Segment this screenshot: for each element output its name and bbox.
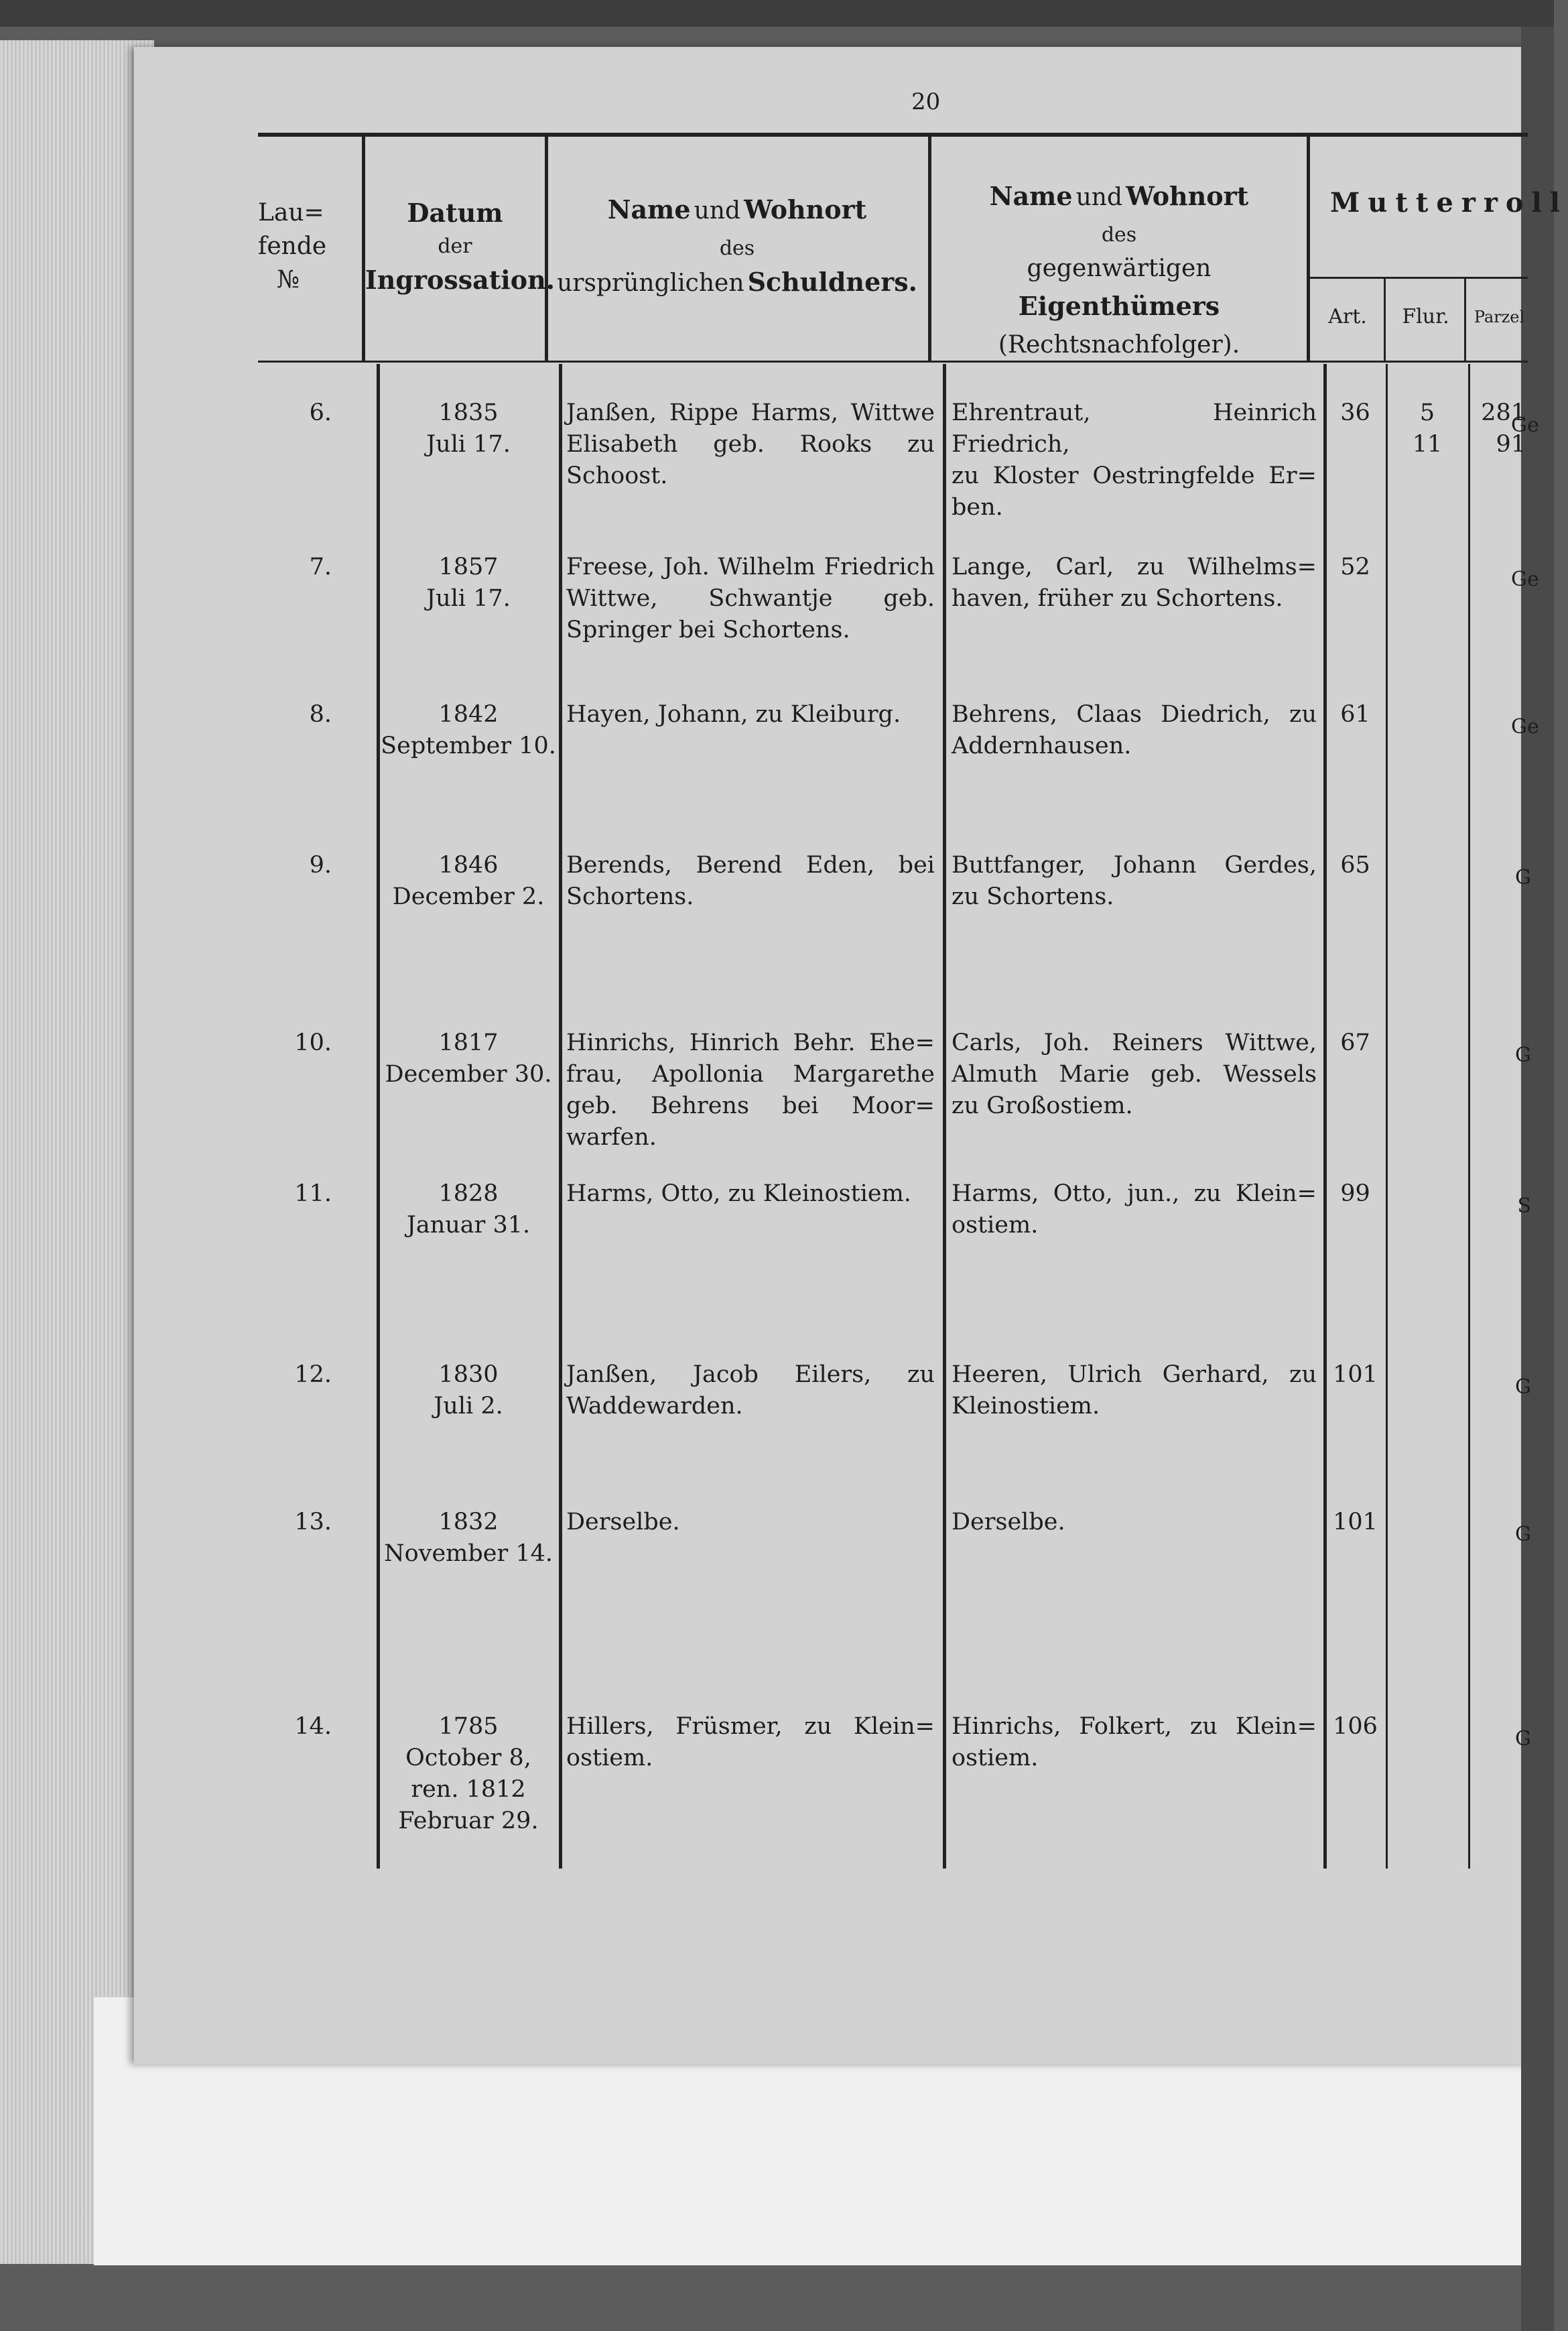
text-line: Addernhausen. [952, 733, 1132, 759]
entry-original-debtor [566, 850, 935, 913]
header-art [1311, 300, 1384, 336]
entry-date [379, 1359, 558, 1422]
text-line: Carls, Joh. Reiners Wittwe, [952, 1029, 1317, 1056]
entry-date [379, 850, 558, 913]
text-line: Januar 31. [406, 1212, 531, 1239]
entry-article: 101 [1333, 1361, 1378, 1388]
page-number: 20 [911, 88, 941, 115]
entry-number: 10. [294, 1029, 332, 1056]
entry-cutoff-text: G [1515, 1523, 1531, 1546]
entry-cutoff-text: Ge [1511, 568, 1539, 591]
text-line: ren. 1812 [411, 1776, 526, 1803]
text-line: Waddewarden. [566, 1393, 743, 1420]
entry-date [379, 1711, 558, 1837]
header-lfd-line2: fende [258, 233, 327, 260]
divider-art [1384, 277, 1386, 361]
entry-date [379, 397, 558, 460]
header-flur [1387, 300, 1464, 336]
entry-cutoff-text: G [1515, 1044, 1531, 1067]
entry-flur [1390, 397, 1464, 460]
divider-datum-body [559, 364, 562, 1869]
header-mutterrolle-title: Mutterroll [1330, 187, 1568, 218]
text-line: 1830 [438, 1361, 499, 1388]
entry-article: 101 [1333, 1509, 1378, 1535]
header-schuldner-title-b: Wohnort [744, 194, 867, 225]
entry-number: 14. [294, 1713, 332, 1740]
header-schuldner [546, 193, 928, 304]
entry-number: 8. [309, 701, 332, 728]
entry-number: 6. [309, 399, 332, 426]
text-line: 5 [1419, 399, 1435, 426]
entry-cutoff-text: G [1515, 1375, 1531, 1399]
entry-date [379, 699, 558, 762]
entry-date [379, 1507, 558, 1570]
entry-cutoff-text: G [1515, 1727, 1531, 1751]
text-line: Heeren, Ulrich Gerhard, zu [952, 1361, 1317, 1388]
text-line: Hayen, Johann, zu Kleiburg. [566, 701, 901, 728]
text-line: Elisabeth geb. Rooks zu [566, 431, 935, 458]
divider-art-body [1386, 364, 1388, 1869]
text-line: Hillers, Früsmer, zu Klein= [566, 1713, 935, 1740]
header-eigen-title-und: und [1075, 184, 1123, 211]
text-line: zu Kloster Oestringfelde Er= [952, 462, 1317, 489]
text-line: Derselbe. [566, 1509, 680, 1535]
entry-original-debtor [566, 397, 935, 492]
divider-schuldner-body [943, 364, 946, 1869]
text-line: Springer bei Schortens. [566, 617, 850, 643]
entry-cutoff-text: Ge [1511, 414, 1539, 437]
header-lfd-line1: Lau= [258, 199, 324, 227]
entry-current-owner [952, 1507, 1317, 1538]
entry-article: 52 [1340, 554, 1370, 580]
entry-current-owner [952, 397, 1317, 523]
text-line: Harms, Otto, zu Kleinostiem. [566, 1180, 911, 1207]
text-line: Hinrichs, Hinrich Behr. Ehe= [566, 1029, 935, 1056]
header-datum-der: der [438, 235, 472, 258]
header-eigen-des: des [1101, 223, 1137, 247]
entry-date [379, 1178, 558, 1241]
text-line: 1842 [438, 701, 499, 728]
header-flur-label: Flur. [1402, 305, 1449, 328]
text-line: 1828 [438, 1180, 499, 1207]
entry-current-owner [952, 1359, 1317, 1422]
text-line: ostiem. [952, 1212, 1039, 1239]
text-line: ostiem. [566, 1745, 653, 1771]
entry-current-owner [952, 1711, 1317, 1774]
header-mutterrolle [1330, 186, 1568, 225]
text-line: October 8, [405, 1745, 531, 1771]
entry-original-debtor [566, 699, 935, 731]
text-line: Schoost. [566, 462, 668, 489]
text-line: 1785 [438, 1713, 499, 1740]
text-line: 1817 [438, 1029, 499, 1056]
text-line: warfen. [566, 1124, 657, 1151]
text-line: Juli 17. [426, 585, 511, 612]
entry-date [379, 552, 558, 615]
entry-article: 67 [1340, 1029, 1370, 1056]
text-line: Behrens, Claas Diedrich, zu [952, 701, 1317, 728]
text-line: Janßen, Jacob Eilers, zu [566, 1361, 935, 1388]
entry-article: 61 [1340, 701, 1370, 728]
text-line: 1835 [438, 399, 499, 426]
header-art-label: Art. [1328, 305, 1367, 328]
entry-original-debtor [566, 552, 935, 646]
divider-flur [1464, 277, 1466, 361]
text-line: Wittwe, Schwantje geb. [566, 585, 935, 612]
entry-current-owner [952, 699, 1317, 762]
text-line: Ehrentraut, Heinrich Friedrich, [952, 399, 1317, 458]
entry-original-debtor [566, 1027, 935, 1153]
text-line: Hinrichs, Folkert, zu Klein= [952, 1713, 1317, 1740]
entry-number: 12. [294, 1361, 332, 1388]
entry-article: 65 [1340, 852, 1370, 879]
entry-number: 13. [294, 1509, 332, 1535]
header-schuldner-title-und: und [694, 197, 741, 225]
ledger-table [258, 133, 1568, 1869]
text-line: Juli 2. [434, 1393, 503, 1420]
header-schuldner-title-a: Name [607, 194, 691, 225]
entry-cutoff-text: S [1517, 1194, 1531, 1218]
header-schuldner-sub-b: Schuldners. [747, 267, 917, 297]
entry-article: 99 [1340, 1180, 1370, 1207]
header-schuldner-des: des [719, 237, 755, 260]
entry-article: 106 [1333, 1713, 1378, 1740]
text-line: zu Großostiem. [952, 1092, 1133, 1119]
text-line: 11 [1412, 431, 1443, 458]
text-line: Schortens. [566, 883, 694, 910]
text-line: Derselbe. [952, 1509, 1065, 1535]
header-lfd [258, 196, 358, 297]
header-datum [365, 196, 555, 297]
header-eigen [931, 180, 1307, 362]
entry-cutoff-text: Ge [1511, 715, 1539, 739]
text-line: ben. [952, 494, 1003, 521]
header-bottom-rule [258, 361, 1528, 363]
header-eigen-title-b: Wohnort [1126, 181, 1249, 211]
text-line: 1846 [438, 852, 499, 879]
divider-eigen [1307, 133, 1310, 361]
text-line: 91 [1496, 431, 1526, 458]
entry-original-debtor [566, 1711, 935, 1774]
header-eigen-sub-a: gegenwärtigen [1027, 255, 1212, 282]
text-line: frau, Apollonia Margarethe [566, 1061, 935, 1088]
header-parzelle [1471, 300, 1528, 336]
entry-article: 36 [1340, 399, 1370, 426]
text-line: Janßen, Rippe Harms, Wittwe [566, 399, 935, 426]
text-line: Almuth Marie geb. Wessels [952, 1061, 1317, 1088]
entry-date [379, 1027, 558, 1090]
text-line: December 2. [392, 883, 545, 910]
text-line: November 14. [383, 1540, 553, 1567]
entry-current-owner [952, 1027, 1317, 1122]
text-line: Lange, Carl, zu Wilhelms= [952, 554, 1317, 580]
text-line: Kleinostiem. [952, 1393, 1100, 1420]
text-line: December 30. [385, 1061, 552, 1088]
header-schuldner-sub-a: ursprünglichen [557, 269, 744, 297]
entry-original-debtor [566, 1178, 935, 1210]
entry-current-owner [952, 850, 1317, 913]
text-line: Harms, Otto, jun., zu Klein= [952, 1180, 1317, 1207]
divider-flur-body [1468, 364, 1470, 1869]
header-datum-sub: Ingrossation. [365, 265, 555, 295]
entry-original-debtor [566, 1359, 935, 1422]
text-line: zu Schortens. [952, 883, 1114, 910]
text-line: September 10. [381, 733, 556, 759]
mutterrolle-sub-rule [1310, 277, 1528, 279]
text-line: Februar 29. [398, 1808, 539, 1834]
text-line: Freese, Joh. Wilhelm Friedrich [566, 554, 935, 580]
text-line: Berends, Berend Eden, bei [566, 852, 935, 879]
header-eigen-title-a: Name [989, 181, 1073, 211]
background-top [0, 0, 1554, 27]
entry-number: 7. [309, 554, 332, 580]
entry-original-debtor [566, 1507, 935, 1538]
divider-eigen-body [1323, 364, 1327, 1869]
entry-current-owner [952, 552, 1317, 615]
top-rule [258, 133, 1528, 137]
header-eigen-sub-c: (Rechtsnachfolger). [998, 331, 1240, 359]
entry-number: 11. [294, 1180, 332, 1207]
text-line: 1857 [438, 554, 499, 580]
text-line: 281 [1481, 399, 1526, 426]
text-line: 1832 [438, 1509, 499, 1535]
entry-current-owner [952, 1178, 1317, 1241]
header-datum-title: Datum [407, 198, 503, 228]
book-page-edges [0, 40, 154, 2264]
entry-number: 9. [309, 852, 332, 879]
header-lfd-line3: № [277, 266, 300, 294]
text-line: haven, früher zu Schortens. [952, 585, 1283, 612]
header-parzelle-label: Parzel [1474, 308, 1525, 326]
text-line: Juli 17. [426, 431, 511, 458]
entry-cutoff-text: G [1515, 866, 1531, 889]
header-eigen-sub-b: Eigenthümers [1018, 291, 1220, 321]
text-line: geb. Behrens bei Moor= [566, 1092, 935, 1119]
text-line: Buttfanger, Johann Gerdes, [952, 852, 1317, 879]
text-line: ostiem. [952, 1745, 1039, 1771]
